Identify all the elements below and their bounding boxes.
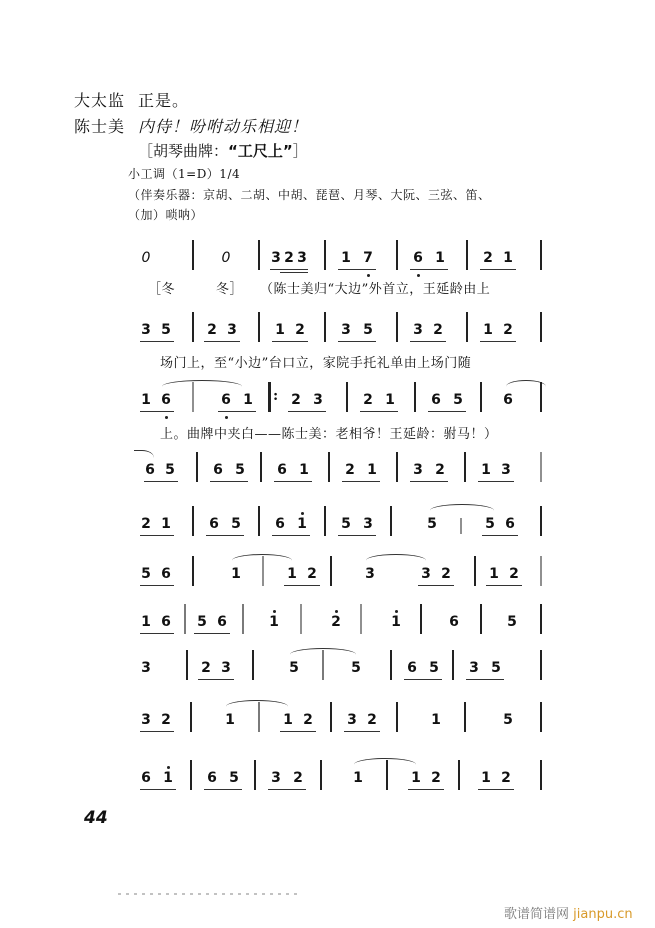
underline	[204, 341, 240, 342]
note: 1	[225, 712, 235, 728]
underline	[338, 535, 376, 536]
underline	[410, 341, 446, 342]
high-octave-dot	[273, 610, 276, 613]
note: 5	[161, 322, 171, 338]
bar-line	[190, 702, 192, 732]
underline	[478, 789, 514, 790]
underline	[408, 789, 444, 790]
note: 6	[141, 770, 151, 786]
score-row-9	[140, 712, 542, 742]
bar-line	[480, 382, 482, 412]
underline	[140, 341, 174, 342]
underline	[274, 481, 312, 482]
bar-line	[540, 452, 542, 482]
bar-line	[390, 650, 392, 680]
note: 5	[503, 712, 513, 728]
underline	[480, 269, 516, 270]
note: 1	[141, 614, 151, 630]
note: 1	[231, 566, 241, 582]
bar-line	[192, 312, 194, 342]
note: 3	[221, 660, 231, 676]
underline	[486, 585, 522, 586]
underline	[270, 269, 308, 270]
note: 2	[503, 322, 513, 338]
note: 1	[341, 250, 351, 266]
note: 2	[483, 250, 493, 266]
bar-line	[192, 506, 194, 536]
note: 5	[289, 660, 299, 676]
line-text: 正是。	[138, 91, 190, 110]
bar-line	[258, 312, 260, 342]
note: 5	[141, 566, 151, 582]
note: 6	[503, 392, 513, 408]
bar-line	[322, 650, 324, 680]
note: 5	[165, 462, 175, 478]
note: 2	[435, 462, 445, 478]
bar-line	[192, 240, 194, 270]
note: 1	[481, 462, 491, 478]
note: 5	[235, 462, 245, 478]
note: 3	[141, 660, 151, 676]
note: 5	[491, 660, 501, 676]
score-row-3	[140, 392, 542, 422]
stage-direction-3: 上。曲牌中夹白——陈士美：老相爷！王延龄：驸马！）	[160, 427, 498, 442]
note: 2	[293, 770, 303, 786]
bar-line	[540, 382, 542, 412]
bar-line	[540, 760, 542, 790]
note: 2	[141, 516, 151, 532]
low-octave-dot	[417, 274, 420, 277]
score-row-8	[140, 660, 542, 690]
key-signature: 小工调（1=D）1/4	[128, 167, 241, 181]
note: 5	[351, 660, 361, 676]
note: 2	[291, 392, 301, 408]
note: 2	[284, 250, 294, 266]
bar-line	[324, 312, 326, 342]
bar-line	[458, 760, 460, 790]
note: 2	[501, 770, 511, 786]
high-octave-dot	[335, 610, 338, 613]
underline	[204, 789, 242, 790]
instruments-line-1: （伴奏乐器：京胡、二胡、中胡、琵琶、月琴、大阮、三弦、笛、	[128, 188, 491, 202]
note: 6	[505, 516, 515, 532]
note: 3	[141, 712, 151, 728]
note: 5	[197, 614, 207, 630]
underline	[272, 341, 308, 342]
note: 3	[413, 322, 423, 338]
note: 1	[161, 516, 171, 532]
note: 3	[227, 322, 237, 338]
note: 6	[207, 770, 217, 786]
bar-line	[330, 556, 332, 586]
page-number: 44	[84, 808, 108, 828]
speaker: 陈士美	[74, 117, 126, 136]
underline	[140, 731, 174, 732]
note: 1	[283, 712, 293, 728]
score-row-5	[140, 516, 542, 546]
note: 2	[295, 322, 305, 338]
dialogue-line-2	[74, 114, 308, 137]
percussion-end: 冬］	[216, 282, 244, 297]
beat-line	[460, 518, 462, 534]
bar-line	[540, 240, 542, 270]
bar-line	[474, 556, 476, 586]
note: 3	[297, 250, 307, 266]
note: 5	[231, 516, 241, 532]
underline	[480, 341, 516, 342]
speaker: 大太监	[74, 91, 126, 110]
underline	[466, 679, 504, 680]
score-row-2	[140, 322, 542, 352]
bar-line	[480, 604, 482, 634]
bar-line	[324, 240, 326, 270]
watermark-en: jianpu.cn	[573, 907, 633, 922]
bar-line	[396, 702, 398, 732]
underline	[198, 679, 234, 680]
bar-line	[320, 760, 322, 790]
note: 6	[277, 462, 287, 478]
underline	[404, 679, 442, 680]
underline	[140, 535, 174, 536]
underline	[272, 535, 310, 536]
underline	[284, 585, 320, 586]
note: 3	[469, 660, 479, 676]
note: 2	[161, 712, 171, 728]
note: 6	[209, 516, 219, 532]
note: 2	[509, 566, 519, 582]
underline	[140, 585, 174, 586]
note: 0	[141, 250, 151, 266]
score-row-1	[140, 250, 542, 280]
note: 5	[427, 516, 437, 532]
underline	[140, 411, 174, 412]
tie	[354, 758, 416, 771]
bar-line	[324, 506, 326, 536]
note: 1	[163, 770, 173, 786]
note: 2	[331, 614, 341, 630]
note: 0	[221, 250, 231, 266]
bar-line	[540, 604, 542, 634]
high-octave-dot	[167, 766, 170, 769]
bar-line	[262, 556, 264, 586]
note: 1	[391, 614, 401, 630]
note: 3	[413, 462, 423, 478]
note: 5	[341, 516, 351, 532]
percussion-start: ［冬	[148, 282, 176, 297]
note: 3	[271, 250, 281, 266]
bar-line	[414, 382, 416, 412]
bar-line	[346, 382, 348, 412]
note: 6	[217, 614, 227, 630]
underline	[360, 411, 398, 412]
note: 2	[433, 322, 443, 338]
bar-line	[330, 702, 332, 732]
bar-line	[300, 604, 302, 634]
bar-line	[254, 760, 256, 790]
bar-line	[260, 452, 262, 482]
score-row-6	[140, 566, 542, 596]
underline	[268, 789, 306, 790]
underline	[338, 341, 376, 342]
bar-line	[540, 702, 542, 732]
underline	[210, 481, 248, 482]
note: 3	[363, 516, 373, 532]
note: 1	[297, 516, 307, 532]
underline	[144, 481, 178, 482]
high-octave-dot	[301, 512, 304, 515]
note: 3	[347, 712, 357, 728]
low-octave-dot	[225, 416, 228, 419]
note: 2	[431, 770, 441, 786]
bar-line	[258, 240, 260, 270]
note: 2	[303, 712, 313, 728]
note: 1	[435, 250, 445, 266]
bar-line	[242, 604, 244, 634]
note: 3	[365, 566, 375, 582]
note: 1	[275, 322, 285, 338]
note: 2	[307, 566, 317, 582]
note: 2	[345, 462, 355, 478]
qupai-name: “工尺上”	[228, 142, 293, 160]
note: 3	[501, 462, 511, 478]
underline	[288, 411, 326, 412]
bar-line	[196, 452, 198, 482]
bar-line	[540, 506, 542, 536]
note: 5	[229, 770, 239, 786]
note: 6	[413, 250, 423, 266]
underline	[206, 535, 244, 536]
note: 3	[341, 322, 351, 338]
underline	[344, 731, 380, 732]
note: 1	[141, 392, 151, 408]
low-octave-dot	[367, 274, 370, 277]
score-row-4	[140, 462, 542, 492]
bar-line	[420, 604, 422, 634]
underline	[140, 789, 176, 790]
tie	[226, 700, 288, 713]
note: 2	[367, 712, 377, 728]
bar-line	[464, 452, 466, 482]
note: 6	[213, 462, 223, 478]
bar-line	[190, 760, 192, 790]
note: 2	[207, 322, 217, 338]
underline	[338, 269, 376, 270]
note: 7	[363, 250, 373, 266]
note: 2	[201, 660, 211, 676]
underline	[410, 269, 448, 270]
note: 5	[485, 516, 495, 532]
bar-line	[258, 506, 260, 536]
bar-line	[540, 650, 542, 680]
scan-artifact	[118, 893, 298, 895]
score-row-10	[140, 770, 542, 800]
note: 1	[385, 392, 395, 408]
note: 6	[161, 614, 171, 630]
note: 6	[161, 392, 171, 408]
note: 1	[287, 566, 297, 582]
bar-line	[540, 556, 542, 586]
note: 1	[411, 770, 421, 786]
bar-line	[184, 604, 186, 634]
note: 1	[489, 566, 499, 582]
stage-direction-1: （陈士美归“大边”外首立，王延龄由上	[260, 282, 491, 297]
bar-line	[258, 702, 260, 732]
qupai-suffix: ］	[292, 142, 308, 160]
underline	[194, 633, 230, 634]
underline	[140, 633, 174, 634]
underline	[342, 481, 380, 482]
note: 2	[363, 392, 373, 408]
tie	[366, 554, 426, 567]
note: 3	[141, 322, 151, 338]
bar-line	[192, 382, 194, 412]
bar-line	[540, 312, 542, 342]
underline	[410, 481, 448, 482]
bar-line	[396, 452, 398, 482]
note: 6	[145, 462, 155, 478]
low-octave-dot	[165, 416, 168, 419]
stage-direction-2: 场门上，至“小边”台口立，家院手托礼单由上场门随	[160, 356, 472, 371]
repeat-sign	[268, 382, 271, 412]
underline	[478, 481, 514, 482]
note: 1	[299, 462, 309, 478]
note: 3	[313, 392, 323, 408]
note: 1	[481, 770, 491, 786]
note: 6	[449, 614, 459, 630]
note: 6	[431, 392, 441, 408]
bar-line	[252, 650, 254, 680]
bar-line	[390, 506, 392, 536]
bar-line	[328, 452, 330, 482]
note: 6	[275, 516, 285, 532]
watermark	[504, 903, 633, 922]
note: 1	[269, 614, 279, 630]
watermark-cn: 歌谱简谱网	[504, 907, 570, 922]
underline	[218, 411, 256, 412]
bar-line	[386, 760, 388, 790]
note: 1	[353, 770, 363, 786]
bar-line	[192, 556, 194, 586]
note: 1	[483, 322, 493, 338]
score-row-7	[140, 614, 542, 644]
bar-line	[466, 312, 468, 342]
note: 1	[503, 250, 513, 266]
bar-line	[186, 650, 188, 680]
underline	[280, 731, 316, 732]
underline	[428, 411, 466, 412]
note: 5	[507, 614, 517, 630]
underline	[418, 585, 454, 586]
high-octave-dot	[395, 610, 398, 613]
bar-line	[396, 240, 398, 270]
bar-line	[360, 604, 362, 634]
instruments-line-2: （加）唢呐）	[128, 208, 204, 222]
note: 2	[441, 566, 451, 582]
bar-line	[396, 312, 398, 342]
bar-line	[466, 240, 468, 270]
note: 6	[407, 660, 417, 676]
line-text: 内侍！吩咐动乐相迎！	[138, 117, 309, 136]
note: 1	[367, 462, 377, 478]
note: 6	[221, 392, 231, 408]
note: 1	[431, 712, 441, 728]
bar-line	[452, 650, 454, 680]
note: 5	[453, 392, 463, 408]
note: 6	[161, 566, 171, 582]
qupai-heading	[138, 140, 308, 161]
note: 3	[271, 770, 281, 786]
note: 1	[243, 392, 253, 408]
note: 3	[421, 566, 431, 582]
dialogue-line-1	[74, 88, 189, 111]
note: 5	[429, 660, 439, 676]
bar-line	[464, 702, 466, 732]
underline	[482, 535, 518, 536]
underline	[280, 272, 308, 273]
qupai-prefix: ［胡琴曲牌：	[138, 142, 229, 160]
note: 5	[363, 322, 373, 338]
